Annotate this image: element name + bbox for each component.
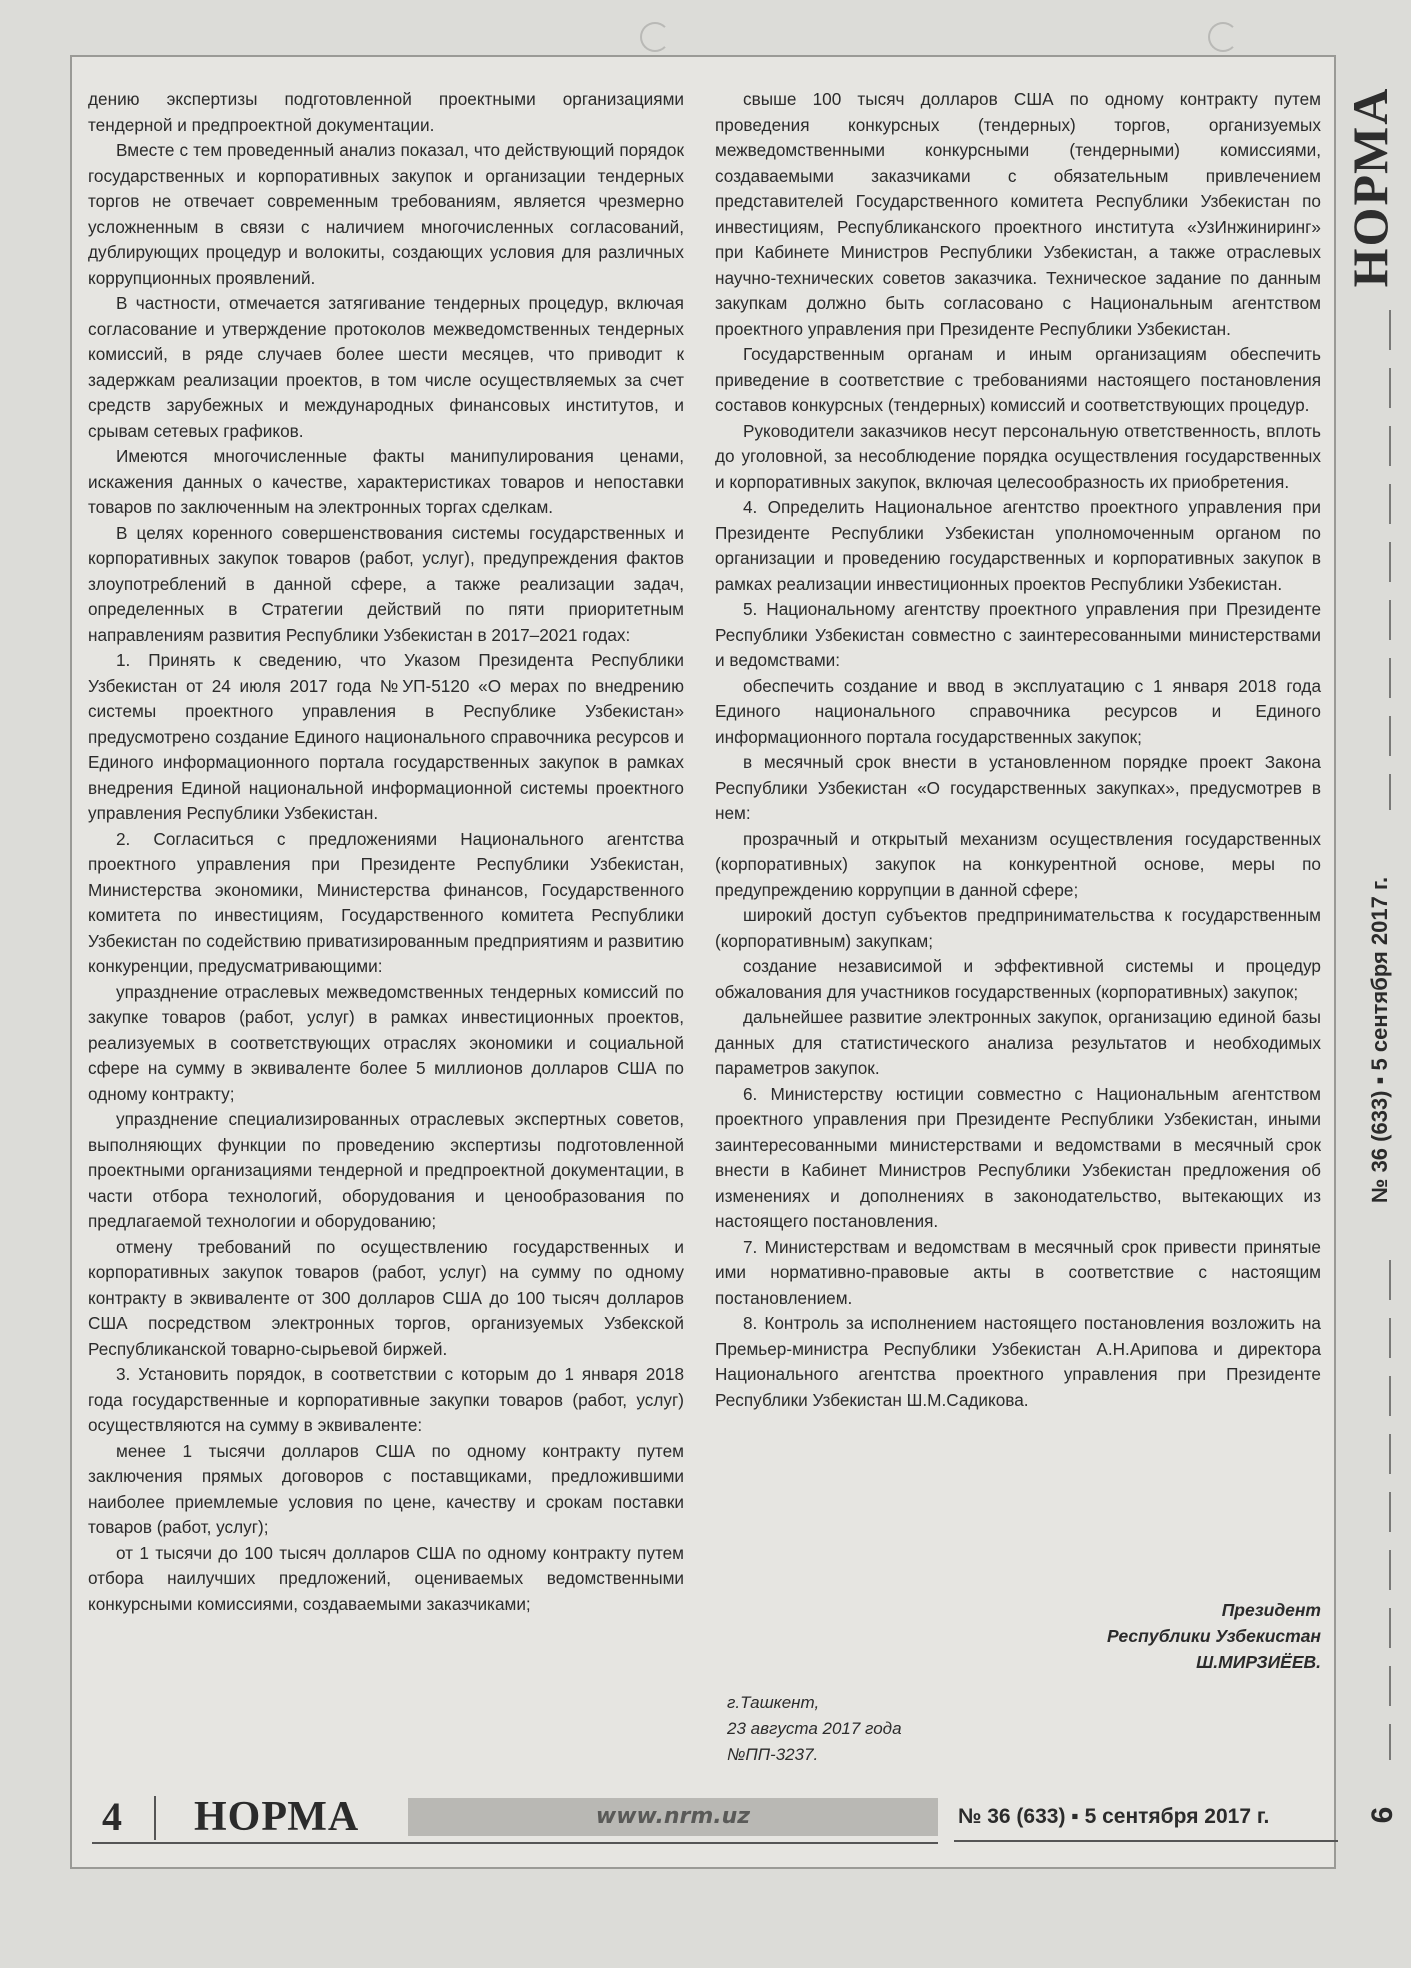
footer-divider [154,1796,156,1840]
paragraph: 4. Определить Национальное агентство проектного управления при Президенте Республики Узбекистан уполномоченным органом по организации и проведению государственных и корпоративных закупок в рамках реализации инвестиционных проектов Республики Узбекистан. [715,497,1321,594]
issue-city: г.Ташкент, [727,1693,820,1712]
paragraph: в месячный срок внести в установленном порядке проект Закона Республики Узбекистан «О государственных закупках», предусмотрев в нем: [715,752,1321,823]
issue-date: 23 августа 2017 года [727,1719,902,1738]
paragraph: создание независимой и эффективной системы и процедур обжалования для участников государственных (корпоративных) закупок; [715,956,1321,1002]
paragraph: Имеются многочисленные факты манипулирования ценами, искажения данных о качестве, характеристиках товаров и непоставки товаров по заключенным на электронных торгах сделкам. [88,446,684,517]
footer-url: www.nrm.uz [595,1804,751,1829]
paragraph: свыше 100 тысяч долларов США по одному контракту путем проведения конкурсных (тендерных) торгов, организуемых межведомственными конкурсными (тендерными) комиссиями, создаваемыми заказчиками с обязательным привлечением представителей Государственного комитета Республики Узбекистан по инвестициям, Республиканского проектного института «УзИнжиниринг» при Кабинете Министров Республики Узбекистан, а также отраслевых научно-технических советов заказчика. Техническое задание по данным закупкам должно быть согласовано с Национальным агентством проектного управления при Президенте Республики Узбекистан. [715,89,1321,339]
left-text-column [88,87,684,1617]
side-divider [1389,310,1391,810]
side-page-number-text: 6 [1366,1806,1399,1824]
paragraph: В целях коренного совершенствования системы государственных и корпоративных закупок товаров (работ, услуг), предупреждения фактов злоупотреблений в данной сфере, а также реализации задач, определенных в Стратегии действий по пяти приоритетным направлениям развития Республики Узбекистан в 2017–2021 годах: [88,522,684,645]
paragraph: 7. Министерствам и ведомствам в месячный срок привести принятые ими нормативно-правовые акты в соответствие с настоящим постановлением. [715,1236,1321,1308]
paragraph: 1. Принять к сведению, что Указом Президента Республики Узбекистан от 24 июля 2017 года №УП-5120 «О мерах по внедрению системы проектного управления в Республике Узбекистан» предусмотрено создание Единого национального справочника ресурсов и Единого информационного портала государственных закупок в рамках внедрения Единой национальной информационной системы проектного управления Республики Узбекистан. [88,650,684,823]
right-text-column [715,87,1321,1413]
side-issue-label [1355,830,1405,1250]
paragraph: 5. Национальному агентству проектного управления при Президенте Республики Узбекистан совместно с заинтересованными министерствами и ведомствами: [715,599,1321,670]
footer-brand: НОРМА [194,1794,360,1840]
paragraph: 3. Установить порядок, в соответствии с которым до 1 января 2018 года государственные и корпоративные закупки товаров (работ, услуг) осуществляются на сумму в эквиваленте: [88,1364,684,1435]
signature-org: Республики Узбекистан [1107,1626,1321,1646]
footer-underline [954,1840,1338,1842]
paragraph: от 1 тысячи до 100 тысяч долларов США по одному контракту путем отбора наилучших предложений, оцениваемых ведомственными конкурсными комиссиями, создаваемыми заказчиками; [88,1542,684,1614]
paragraph: Вместе с тем проведенный анализ показал, что действующий порядок государственных и корпоративных закупок и организации тендерных торгов не отвечает современным требованиям, является чрезмерно усложненным в связи с наличием многочисленных согласований, дублирующих процедур и волокиты, создающих условия для различных коррупционных проявлений. [88,140,684,288]
footer-url-bar [408,1798,938,1836]
paragraph: упразднение отраслевых межведомственных тендерных комиссий по закупке товаров (работ, услуг) в рамках инвестиционных проектов, реализуемых в соответствующих отраслях экономики и социальной сфере на сумму в эквиваленте более 5 миллионов долларов США по одному контракту; [88,981,684,1104]
side-brand-title [1340,72,1400,302]
paragraph: упразднение специализированных отраслевых экспертных советов, выполняющих функции по проведению экспертизы подготовленной проектными организациями тендерной и предпроектной документации, в части отбора технологий, оборудования и ценообразования по предлагаемой технологии и оборудованию; [88,1109,684,1231]
paragraph: широкий доступ субъектов предпринимательства к государственным (корпоративным) закупкам; [715,905,1321,951]
paragraph: В частности, отмечается затягивание тендерных процедур, включая согласование и утверждение протоколов межведомственных тендерных комиссий, в ряде случаев более шести месяцев, что приводит к задержкам реализации проектов, в том числе осуществляемых за счет средств зарубежных и международных финансовых институтов, и срывам сетевых графиков. [88,293,684,441]
paragraph: обеспечить создание и ввод в эксплуатацию с 1 января 2018 года Единого национального справочника ресурсов и Единого информационного портала государственных закупок; [715,675,1321,747]
paragraph: Государственным органам и иным организациям обеспечить приведение в соответствие с требованиями настоящего постановления составов конкурсных (тендерных) комиссий и соответствующих процедур. [715,344,1321,415]
side-issue-text: № 36 (633) ▪ 5 сентября 2017 г. [1367,876,1392,1204]
binding-hole-mark [1208,22,1238,52]
signature-name: Ш.МИРЗИЁЕВ. [1196,1652,1321,1672]
footer-page-number: 4 [102,1794,122,1839]
paragraph: отмену требований по осуществлению государственных и корпоративных закупок товаров (работ, услуг) на сумму по одному контракту в эквиваленте от 300 долларов США до 100 тысяч долларов США посредством электронных торгов, организуемых Узбекской Республиканской товарно-сырьевой биржей. [88,1236,684,1359]
paragraph: менее 1 тысячи долларов США по одному контракту путем заключения прямых договоров с поставщиками, предложившими наиболее приемлемые условия по цене, качеству и срокам поставки товаров (работ, услуг); [88,1440,684,1537]
footer-underline [92,1842,938,1844]
paragraph: 2. Согласиться с предложениями Национального агентства проектного управления при Президенте Республики Узбекистан, Министерства экономики, Министерства финансов, Государственного комитета по инвестициям, Государственного комитета Республики Узбекистан по содействию приватизированным предприятиям и развитию конкуренции, предусматривающими: [88,828,684,976]
decree-number: №ПП-3237. [727,1745,819,1764]
issue-place-block [727,1690,1027,1768]
page-footer [92,1792,1332,1844]
side-brand-text: НОРМА [1342,86,1398,288]
signature-title: Президент [1221,1600,1321,1620]
paragraph: дальнейшее развитие электронных закупок, организацию единой базы данных для статистического анализа результатов и необходимых параметров закупок. [715,1007,1321,1078]
binding-hole-mark [640,22,670,52]
signature-block [715,1597,1321,1675]
paragraph: Руководители заказчиков несут персональную ответственность, вплоть до уголовной, за несоблюдение порядка осуществления государственных и корпоративных закупок, включая целесообразность их приобретения. [715,420,1321,492]
paragraph: 6. Министерству юстиции совместно с Национальным агентством проектного управления при Президенте Республики Узбекистан, иными заинтересованными министерствами и ведомствами в месячный срок внести в Кабинет Министров Республики Узбекистан предложения об изменениях и дополнениях в законодательство, вытекающих из настоящего постановления. [715,1083,1321,1231]
paragraph: прозрачный и открытый механизм осуществления государственных (корпоративных) закупок на конкурентной основе, меры по предупреждению коррупции в данной сфере; [715,828,1321,900]
paragraph: дению экспертизы подготовленной проектными организациями тендерной и предпроектной документации. [88,89,684,135]
paragraph: 8. Контроль за исполнением настоящего постановления возложить на Премьер-министра Республики Узбекистан А.Н.Арипова и директора Национального агентства проектного управления при Президенте Республики Узбекистан Ш.М.Садикова. [715,1313,1321,1410]
footer-issue: № 36 (633) ▪ 5 сентября 2017 г. [958,1805,1270,1828]
side-page-number [1363,1795,1403,1835]
side-divider [1389,1260,1391,1760]
document-page [70,55,1336,1869]
